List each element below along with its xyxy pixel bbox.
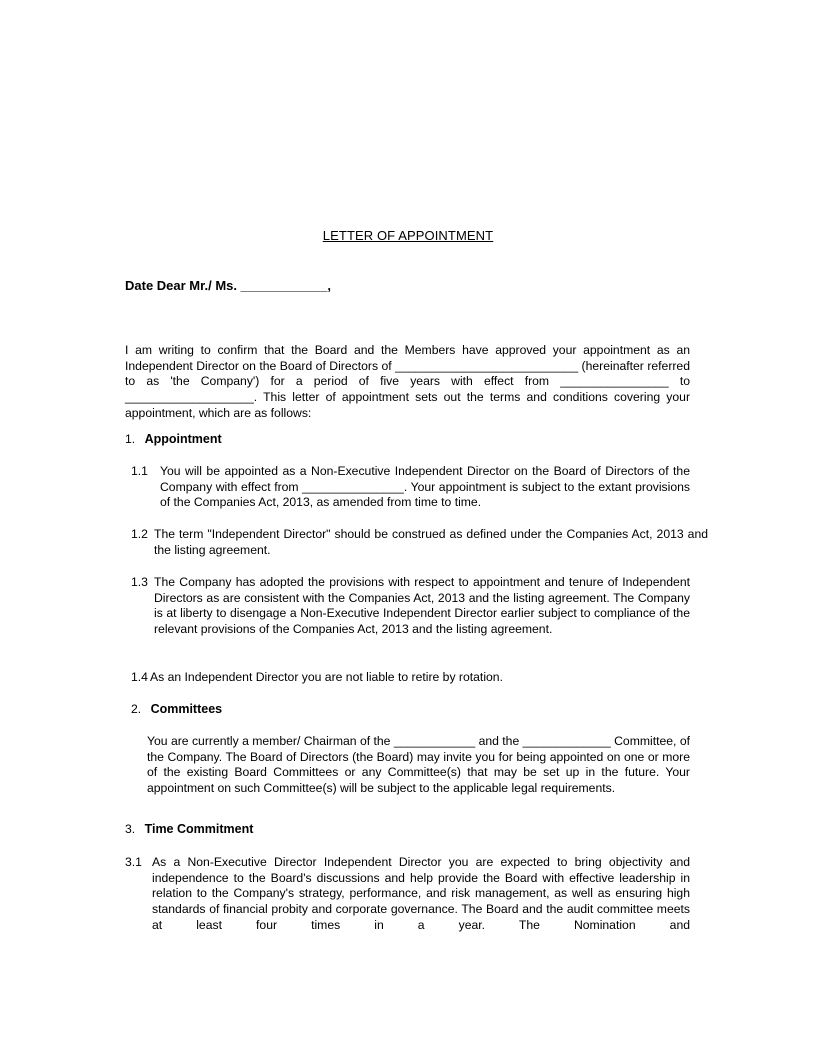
clause-number: 3.1 — [125, 855, 142, 869]
clause-text: As an Independent Director you are not liable to retire by rotation. — [150, 670, 503, 684]
section-2-number: 2. — [131, 702, 142, 716]
section-1-title: Appointment — [144, 432, 222, 446]
clause-number: 1.4 — [131, 670, 148, 684]
date-salutation-line: Date Dear Mr./ Ms. ____________, — [125, 278, 331, 293]
clause-text: The term "Independent Director" should be construed as defined under the Companies Act, 2013 and the listing agreement. — [154, 527, 708, 557]
letter-title: LETTER OF APPOINTMENT — [322, 228, 494, 243]
section-1-number: 1. — [125, 432, 136, 446]
section-3-number: 3. — [125, 822, 136, 836]
section-3-heading — [125, 822, 253, 836]
section-1-heading — [125, 432, 222, 446]
section-2-heading — [131, 702, 222, 716]
clause-number: 1.2 — [131, 527, 148, 541]
clause-number: 1.1 — [131, 464, 148, 478]
intro-paragraph: I am writing to confirm that the Board and the Members have approved your appointment as an Independent Director on the Board of Directors of ___________________________ (hereinafter referred to as 'the Company') for a period of five years with effect from ________________ to ___________________. This letter of appointment sets out the terms and conditions covering your appointment, which are as follows: — [125, 343, 690, 420]
section-3-title: Time Commitment — [144, 822, 254, 836]
clause-number: 1.3 — [131, 575, 148, 589]
section-2-title: Committees — [150, 702, 223, 716]
committees-paragraph: You are currently a member/ Chairman of the ____________ and the _____________ Committee, of the Company. The Board of Directors (the Board) may invite you for being appointed on one or more of the existing Board Committees or any Committee(s) that may be set up in the future. Your appointment on such Committee(s) will be subject to the applicable legal requirements. — [147, 734, 690, 796]
clause-text: As a Non-Executive Director Independent Director you are expected to bring objectivity and independence to the Board's discussions and help provide the Board with effective leadership in relation to the Company's strategy, performance, and risk management, as well as ensuring high standards of financial probity and corporate governance. The Board and the audit committee meets at least four times in a year. The Nomination and — [152, 855, 690, 932]
clause-text: You will be appointed as a Non-Executive Independent Director on the Board of Directors of the Company with effect from _______________. Your appointment is subject to the extant provisions of the Companies Act, 2013, as amended from time to time. — [160, 464, 690, 510]
clause-text: The Company has adopted the provisions with respect to appointment and tenure of Independent Directors as are consistent with the Companies Act, 2013 and the listing agreement. The Company is at liberty to disengage a Non-Executive Independent Director earlier subject to compliance of the relevant provisions of the Companies Act, 2013 and the listing agreement. — [154, 575, 690, 637]
